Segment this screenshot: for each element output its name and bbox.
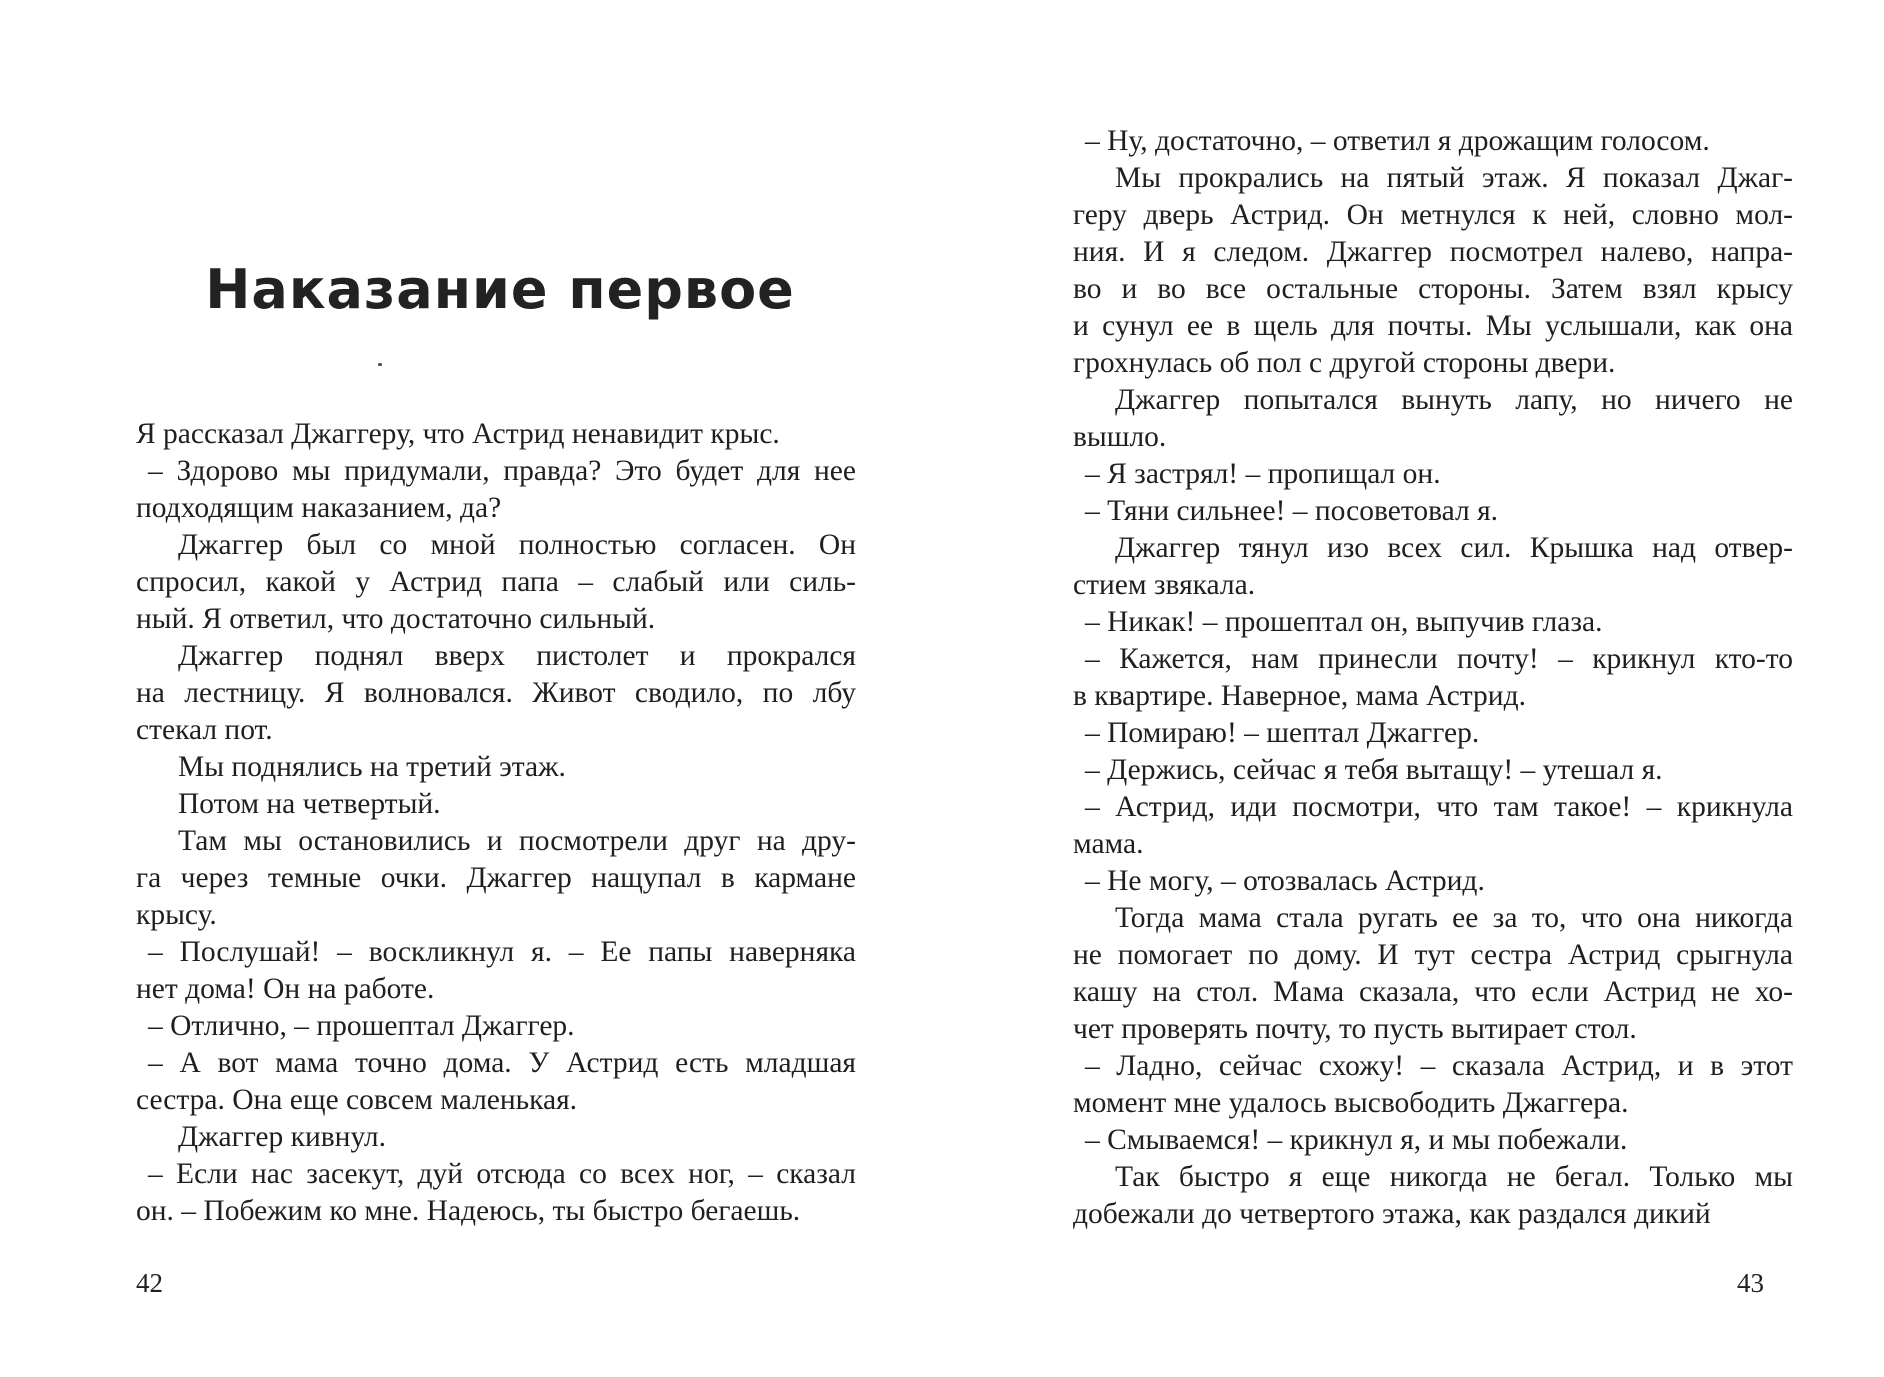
text-line: – Астрид, иди посмотри, что там такое! – крикнула (1085, 791, 1793, 823)
page-number-left: 42 (136, 1268, 163, 1298)
right-page (942, 0, 1884, 1377)
text-line: Тогда мама стала ругать ее за то, что она никогда (1115, 902, 1793, 934)
text-line: – Никак! – прошептал он, выпучив глаза. (1085, 606, 1603, 638)
ornament-dot (378, 363, 382, 366)
text-line: ный. Я ответил, что достаточно сильный. (136, 603, 656, 635)
text-line: спросил, какой у Астрид папа – слабый или силь- (136, 566, 856, 598)
text-line: и сунул ее в щель для почты. Мы услышали, как она (1073, 310, 1793, 342)
text-line: он. – Побежим ко мне. Надеюсь, ты быстро бегаешь. (136, 1195, 801, 1227)
text-line: – Помираю! – шептал Джаггер. (1085, 717, 1480, 749)
text-line: – Тяни сильнее! – посоветовал я. (1085, 495, 1499, 527)
left-page-text (136, 416, 856, 1230)
text-line: на лестницу. Я волновался. Живот сводило, по лбу (136, 677, 856, 709)
text-line: Джаггер попытался вынуть лапу, но ничего не (1115, 384, 1793, 416)
text-line: Джаггер поднял вверх пистолет и прокрался (178, 640, 856, 672)
text-line: подходящим наказанием, да? (136, 492, 502, 524)
text-line: стекал пот. (136, 714, 273, 746)
text-line: Я рассказал Джаггеру, что Астрид ненавидит крыс. (136, 418, 780, 450)
text-line: – Не могу, – отозвалась Астрид. (1085, 865, 1485, 897)
text-line: крысу. (136, 899, 217, 931)
text-line: Там мы остановились и посмотрели друг на дру- (178, 825, 856, 857)
text-line: га через темные очки. Джаггер нащупал в кармане (136, 862, 856, 894)
text-line: – Смываемся! – крикнул я, и мы побежали. (1085, 1124, 1628, 1156)
text-line: Джаггер тянул изо всех сил. Крышка над отвер- (1115, 532, 1793, 564)
text-line: – Кажется, нам принесли почту! – крикнул кто-то (1085, 643, 1793, 675)
text-line: Мы поднялись на третий этаж. (178, 751, 566, 783)
text-line: – Если нас засекут, дуй отсюда со всех ног, – сказал (148, 1158, 856, 1190)
chapter-title: Наказание первое (205, 258, 795, 321)
text-line: чет проверять почту, то пусть вытирает стол. (1073, 1013, 1637, 1045)
text-line: сестра. Она еще совсем маленькая. (136, 1084, 578, 1116)
text-line: ния. И я следом. Джаггер посмотрел налево, напра- (1073, 236, 1793, 268)
text-line: вышло. (1073, 421, 1167, 453)
text-line: грохнулась об пол с другой стороны двери. (1073, 347, 1616, 379)
text-line: в квартире. Наверное, мама Астрид. (1073, 680, 1526, 712)
text-line: добежали до четвертого этажа, как раздался дикий (1073, 1198, 1711, 1230)
text-line: Потом на четвертый. (178, 788, 441, 820)
text-line: Мы прокрались на пятый этаж. Я показал Джаг- (1115, 162, 1793, 194)
text-line: – Я застрял! – пропищал он. (1085, 458, 1441, 490)
text-line: Так быстро я еще никогда не бегал. Только мы (1115, 1161, 1793, 1193)
text-line: момент мне удалось высвободить Джаггера. (1073, 1087, 1629, 1119)
text-line: – Держись, сейчас я тебя вытащу! – утешал я. (1085, 754, 1663, 786)
text-line: геру дверь Астрид. Он метнулся к ней, словно мол- (1073, 199, 1793, 231)
page-number-right: 43 (1737, 1268, 1764, 1298)
text-line: Джаггер был со мной полностью согласен. Он (178, 529, 856, 561)
text-line: – Здорово мы придумали, правда? Это будет для нее (148, 455, 856, 487)
text-line: Джаггер кивнул. (178, 1121, 387, 1153)
text-line: – Ну, достаточно, – ответил я дрожащим голосом. (1085, 125, 1710, 157)
text-line: не помогает по дому. И тут сестра Астрид срыгнула (1073, 939, 1793, 971)
text-line: – Отлично, – прошептал Джаггер. (148, 1010, 575, 1042)
text-line: – Послушай! – воскликнул я. – Ее папы наверняка (148, 936, 856, 968)
text-line: кашу на стол. Мама сказала, что если Астрид не хо- (1073, 976, 1793, 1008)
text-line: нет дома! Он на работе. (136, 973, 435, 1005)
text-line: мама. (1073, 828, 1144, 860)
text-line: стием звякала. (1073, 569, 1256, 601)
text-line: – А вот мама точно дома. У Астрид есть младшая (148, 1047, 856, 1079)
right-page-text (1073, 123, 1793, 1233)
text-line: во и во все остальные стороны. Затем взял крысу (1073, 273, 1793, 305)
text-line: – Ладно, сейчас схожу! – сказала Астрид, и в этот (1085, 1050, 1793, 1082)
